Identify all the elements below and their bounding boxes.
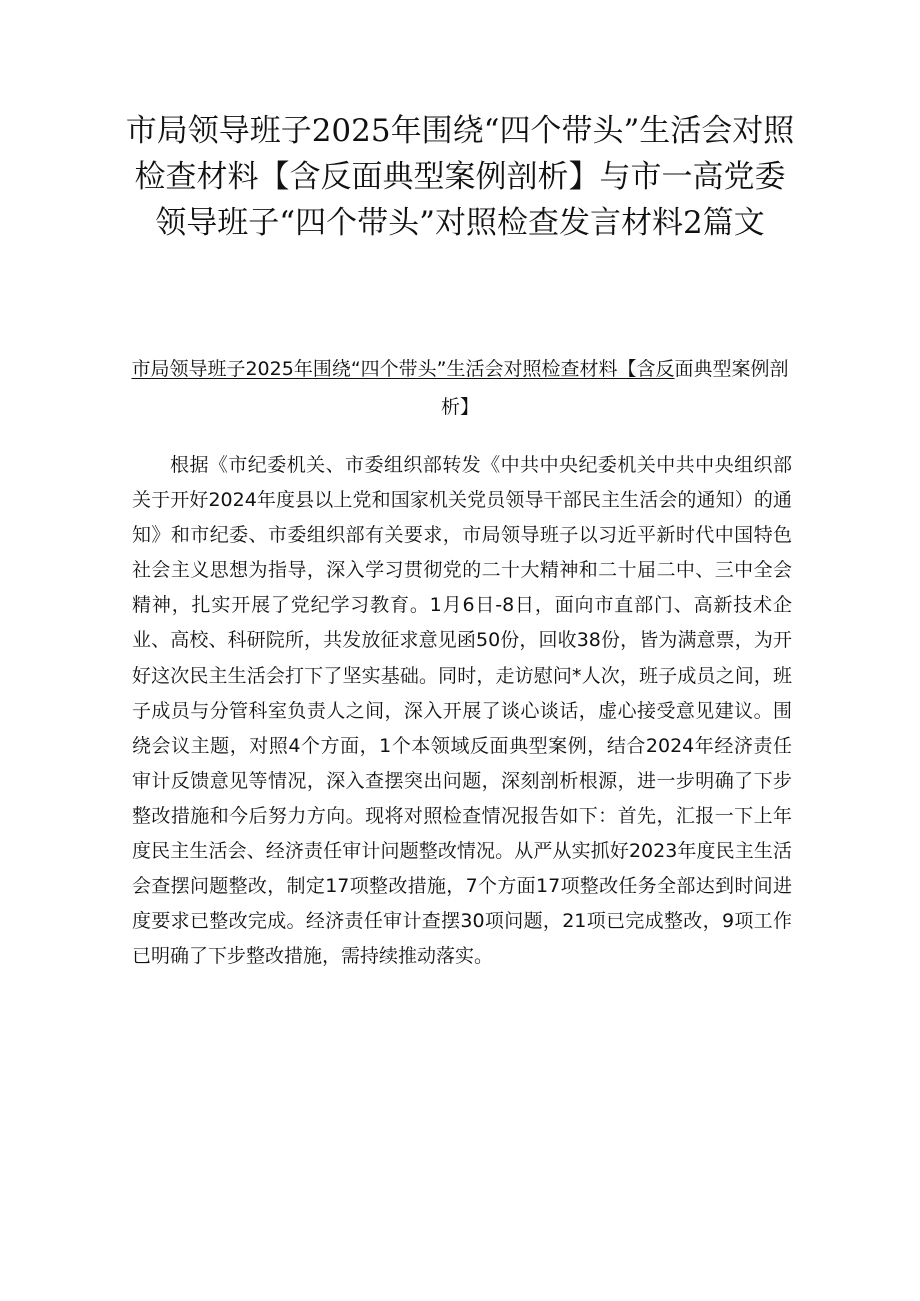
section-title: [120, 350, 800, 426]
document-title: 市局领导班子2025年围绕“四个带头”生活会对照检查材料【含反面典型案例剖析】与市一高党委领导班子“四个带头”对照检查发言材料2篇文: [125, 113, 795, 241]
body-paragraph: 根据《市纪委机关、市委组织部转发《中共中央纪委机关中共中央组织部关于开好2024年度县以上党和国家机关党员领导干部民主生活会的通知）的通知》和市纪委、市委组织部有关要求，市局领导班子以习近平新时代中国特色社会主义思想为指导，深入学习贯彻党的二十大精神和二十届二中、三中全会精神，扎实开展了党纪学习教育。1月6日-8日，面向市直部门、高新技术企业、高校、科研院所，共发放征求意见函50份，回收38份，皆为满意票，为开好这次民主生活会打下了坚实基础。同时，走访慰问*人次，班子成员之间，班子成员与分管科室负责人之间，深入开展了谈心谈话，虚心接受意见建议。围绕会议主题，对照4个方面，1个本领域反面典型案例，结合2024年经济责任审计反馈意见等情况，深入查摆突出问题，深刻剖析根源，进一步明确了下步整改措施和今后努力方向。现将对照检查情况报告如下：首先，汇报一下上年度民主生活会、经济责任审计问题整改情况。从严从实抓好2023年度民主生活会查摆问题整改，制定17项整改措施，7个方面17项整改任务全部达到时间进度要求已整改完成。经济责任审计查摆30项问题，21项已完成整改，9项工作已明确了下步整改措施，需持续推动落实。: [132, 454, 792, 968]
section-title-underlined: 市局领导班子2025年围绕“四个带头”生活会对照检查材料【含反: [131, 358, 675, 380]
section-title-rest: 面典型案例剖析】: [440, 358, 789, 418]
